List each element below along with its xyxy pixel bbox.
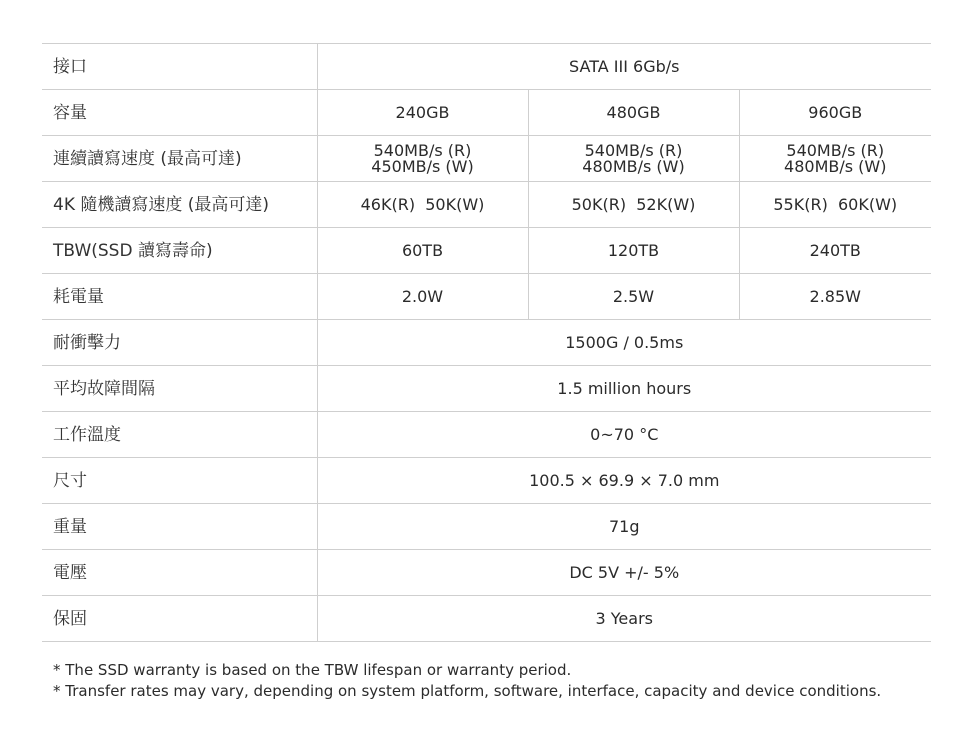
table-row	[42, 274, 931, 320]
power-value: 2.85W	[739, 274, 931, 320]
spec-table	[42, 43, 931, 642]
write-speed: 450MB/s (W)	[371, 156, 474, 176]
size-label: 尺寸	[42, 458, 317, 504]
table-row	[42, 596, 931, 642]
mtbf-label: 平均故障間隔	[42, 366, 317, 412]
power-label: 耗電量	[42, 274, 317, 320]
tbw-value: 120TB	[528, 228, 739, 274]
interface-value: SATA III 6Gb/s	[317, 44, 931, 90]
capacity-label: 容量	[42, 90, 317, 136]
shock-label: 耐衝擊力	[42, 320, 317, 366]
rand-speed-value: 46K(R) 50K(W)	[317, 182, 528, 228]
voltage-value: DC 5V +/- 5%	[317, 550, 931, 596]
rand-speed-label: 4K 隨機讀寫速度 (最高可達)	[42, 182, 317, 228]
size-value: 100.5 × 69.9 × 7.0 mm	[317, 458, 931, 504]
write-speed: 480MB/s (W)	[784, 156, 887, 176]
seq-speed-value	[528, 136, 739, 182]
seq-speed-label: 連續讀寫速度 (最高可達)	[42, 136, 317, 182]
rand-speed-value: 50K(R) 52K(W)	[528, 182, 739, 228]
capacity-value: 480GB	[528, 90, 739, 136]
tbw-label: TBW(SSD 讀寫壽命)	[42, 228, 317, 274]
table-row	[42, 320, 931, 366]
table-row	[42, 550, 931, 596]
table-row	[42, 228, 931, 274]
power-value: 2.0W	[317, 274, 528, 320]
read-speed: 540MB/s (R)	[786, 140, 885, 160]
footnotes	[53, 660, 881, 702]
write-speed: 480MB/s (W)	[582, 156, 685, 176]
temp-label: 工作溫度	[42, 412, 317, 458]
table-row	[42, 90, 931, 136]
mtbf-value: 1.5 million hours	[317, 366, 931, 412]
power-value: 2.5W	[528, 274, 739, 320]
tbw-value: 240TB	[739, 228, 931, 274]
table-row	[42, 366, 931, 412]
capacity-value: 240GB	[317, 90, 528, 136]
table-row	[42, 458, 931, 504]
capacity-value: 960GB	[739, 90, 931, 136]
temp-value: 0~70 °C	[317, 412, 931, 458]
interface-label: 接口	[42, 44, 317, 90]
seq-speed-value	[739, 136, 931, 182]
seq-speed-value	[317, 136, 528, 182]
table-row	[42, 504, 931, 550]
rand-speed-value: 55K(R) 60K(W)	[739, 182, 931, 228]
weight-value: 71g	[317, 504, 931, 550]
voltage-label: 電壓	[42, 550, 317, 596]
footnote: * The SSD warranty is based on the TBW lifespan or warranty period.	[53, 661, 572, 679]
warranty-value: 3 Years	[317, 596, 931, 642]
read-speed: 540MB/s (R)	[373, 140, 472, 160]
table-row	[42, 44, 931, 90]
table-row	[42, 136, 931, 182]
weight-label: 重量	[42, 504, 317, 550]
footnote: * Transfer rates may vary, depending on system platform, software, interface, capacity and device conditions.	[53, 682, 882, 700]
warranty-label: 保固	[42, 596, 317, 642]
table-row	[42, 412, 931, 458]
shock-value: 1500G / 0.5ms	[317, 320, 931, 366]
table-row	[42, 182, 931, 228]
read-speed: 540MB/s (R)	[584, 140, 683, 160]
tbw-value: 60TB	[317, 228, 528, 274]
